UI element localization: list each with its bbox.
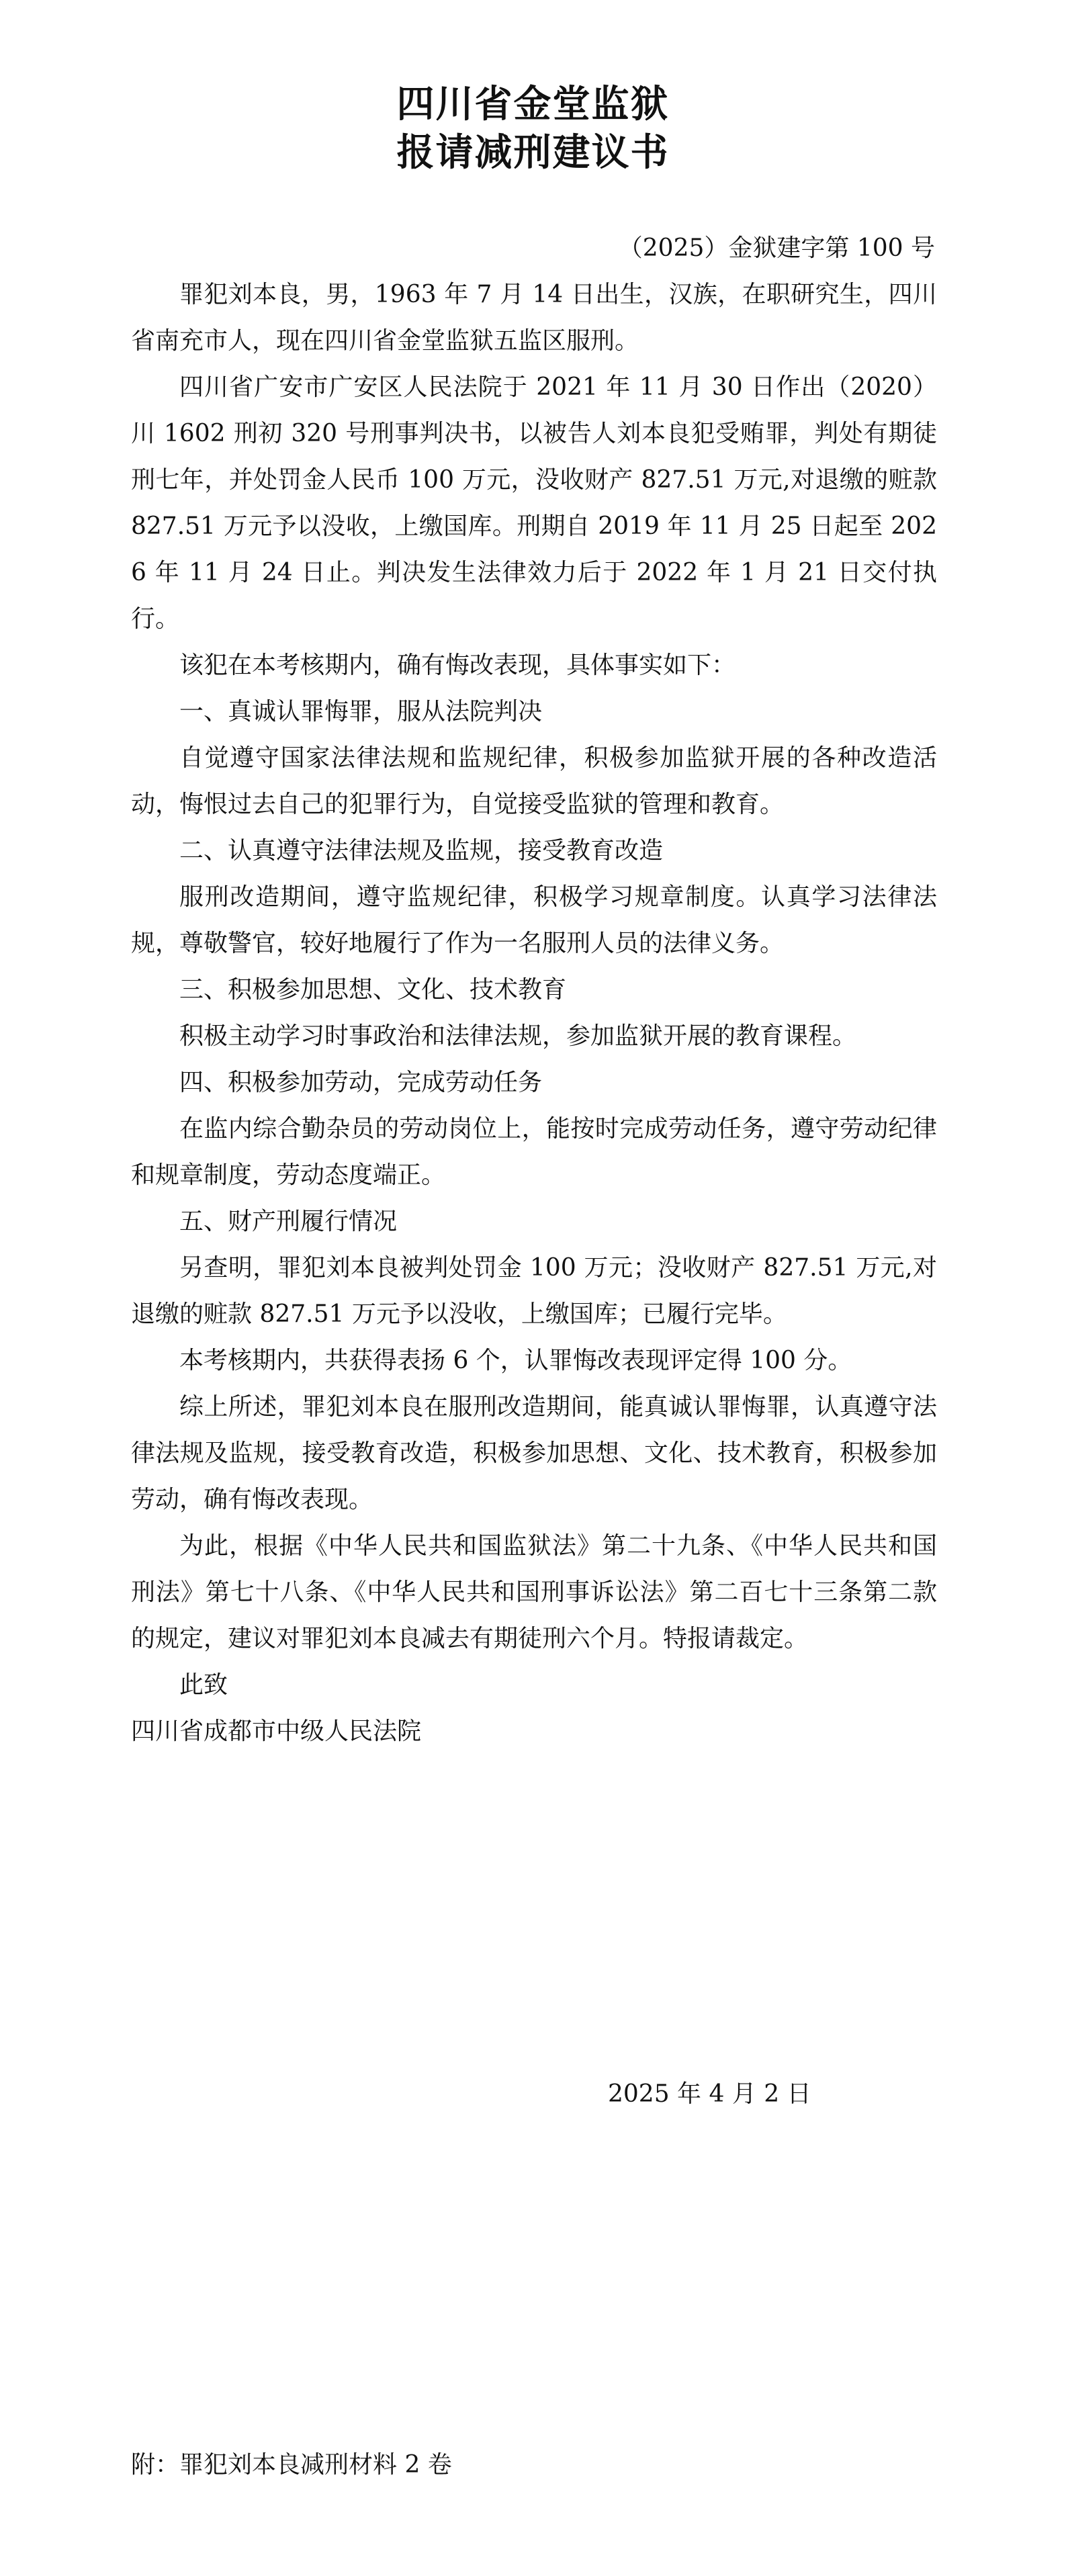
section-heading-3: 三、积极参加思想、文化、技术教育 — [179, 976, 567, 1004]
section-heading-5: 五、财产刑履行情况 — [179, 1208, 398, 1235]
paragraph-section-4: 在监内综合勤杂员的劳动岗位上，能按时完成劳动任务，遵守劳动纪律和规章制度，劳动态度端正。 — [131, 1115, 937, 1189]
addressee: 四川省成都市中级人民法院 — [131, 1718, 422, 1745]
paragraph-salutation: 此致 — [179, 1671, 228, 1699]
paragraph-section-1: 自觉遵守国家法律法规和监规纪律，积极参加监狱开展的各种改造活动，悔恨过去自己的犯罪行为，自觉接受监狱的管理和教育。 — [131, 744, 937, 818]
section-heading-1: 一、真诚认罪悔罪，服从法院判决 — [179, 698, 543, 725]
paragraph-section-3: 积极主动学习时事政治和法律法规，参加监狱开展的教育课程。 — [179, 1022, 857, 1050]
attachment-note: 附：罪犯刘本良减刑材料 2 卷 — [131, 2451, 452, 2479]
document-body — [131, 271, 937, 1755]
paragraph-judgment: 四川省广安市广安区人民法院于 2021 年 11 月 30 日作出（2020）川 1602 刑初 320 号刑事判决书，以被告人刘本良犯受贿罪，判处有期徒刑七年，并处罚金人民币 100 万元，没收财产 827.51 万元,对退缴的赃款 827.51 万元予以没收，上缴国库。刑期自 2019 年 11 月 25 日起至 2026 年 11 月 24 日止。判决发生法律效力后于 2022 年 1 月 21 日交付执行。 — [131, 373, 937, 633]
paragraph-intro-facts: 该犯在本考核期内，确有悔改表现，具体事实如下： — [179, 652, 736, 679]
section-heading-2: 二、认真遵守法律法规及监规，接受教育改造 — [179, 837, 664, 864]
document-number: （2025）金狱建字第 100 号 — [618, 234, 935, 262]
document-title-line2: 报请减刑建议书 — [396, 131, 670, 175]
paragraph-recommendation: 为此，根据《中华人民共和国监狱法》第二十九条、《中华人民共和国刑法》第七十八条、《中华人民共和国刑事诉讼法》第二百七十三条第二款的规定，建议对罪犯刘本良减去有期徒刑六个月。特报请裁定。 — [131, 1532, 937, 1652]
paragraph-criminal-info: 罪犯刘本良，男，1963 年 7 月 14 日出生，汉族，在职研究生，四川省南充市人，现在四川省金堂监狱五监区服刑。 — [131, 281, 937, 355]
document-date: 2025 年 4 月 2 日 — [608, 2080, 811, 2108]
section-heading-4: 四、积极参加劳动，完成劳动任务 — [179, 1069, 543, 1096]
paragraph-section-5: 另查明，罪犯刘本良被判处罚金 100 万元；没收财产 827.51 万元,对退缴的赃款 827.51 万元予以没收，上缴国库；已履行完毕。 — [131, 1254, 937, 1328]
paragraph-commendations: 本考核期内，共获得表扬 6 个，认罪悔改表现评定得 100 分。 — [179, 1347, 852, 1374]
document-title-line1: 四川省金堂监狱 — [396, 83, 670, 126]
paragraph-section-2: 服刑改造期间，遵守监规纪律，积极学习规章制度。认真学习法律法规，尊敬警官，较好地履行了作为一名服刑人员的法律义务。 — [131, 883, 937, 957]
paragraph-summary: 综上所述，罪犯刘本良在服刑改造期间，能真诚认罪悔罪，认真遵守法律法规及监规，接受教育改造，积极参加思想、文化、技术教育，积极参加劳动，确有悔改表现。 — [131, 1393, 937, 1513]
